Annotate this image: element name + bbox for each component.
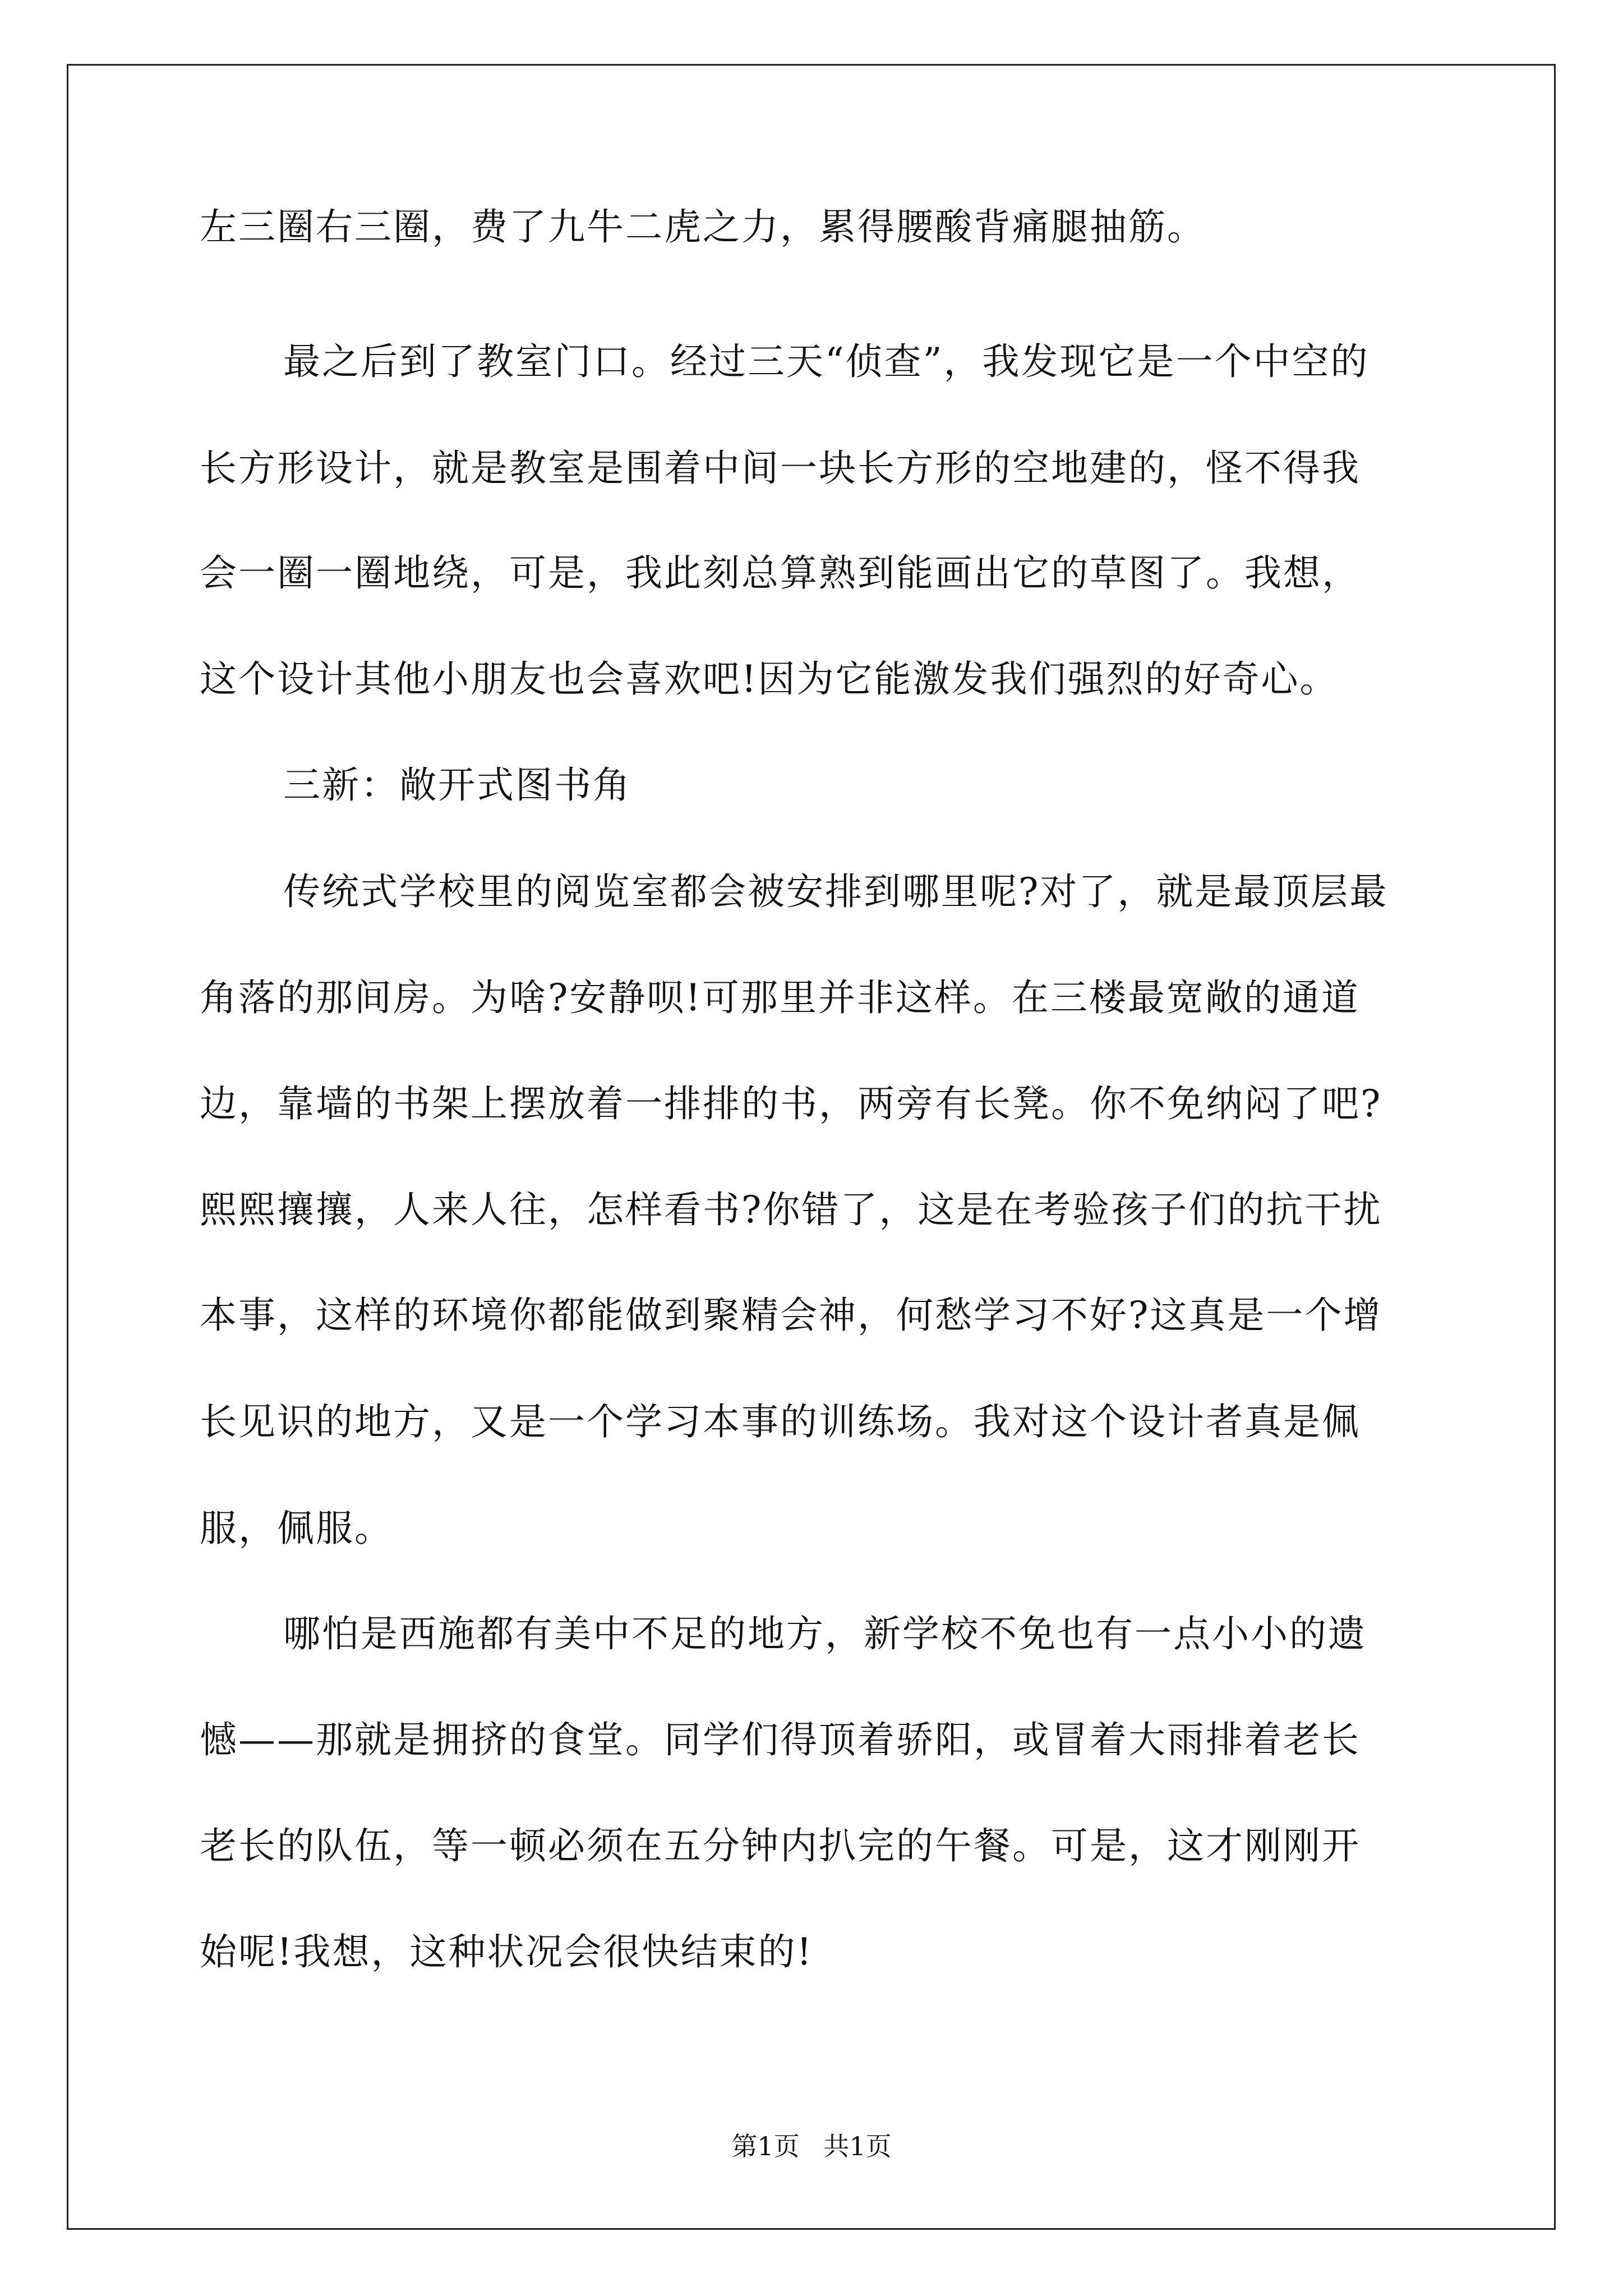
text-line-3: 长方形设计，就是教室是围着中间一块长方形的空地建的，怪不得我: [200, 447, 1361, 490]
text-line-8: 角落的那间房。为啥?安静呗!可那里并非这样。在三楼最宽敞的通道: [200, 976, 1360, 1019]
text-line-17: 始呢!我想，这种状况会很快结束的!: [200, 1930, 814, 1973]
section-heading: 三新：敞开式图书角: [283, 763, 631, 807]
text-line-15: 憾——那就是拥挤的食堂。同学们得顶着骄阳，或冒着大雨排着老长: [200, 1718, 1361, 1761]
text-line-16: 老长的队伍，等一顿必须在五分钟内扒完的午餐。可是，这才刚刚开: [200, 1824, 1361, 1867]
text-line-10: 熙熙攘攘，人来人往，怎样看书?你错了，这是在考验孩子们的抗干扰: [200, 1188, 1382, 1231]
text-line-2: 最之后到了教室门口。经过三天“侦查”，我发现它是一个中空的: [283, 340, 1370, 383]
text-line-13: 服，佩服。: [200, 1507, 393, 1550]
text-line-11: 本事，这样的环境你都能做到聚精会神，何愁学习不好?这真是一个增: [200, 1294, 1382, 1337]
page-footer: [0, 2129, 1623, 2163]
text-line-4: 会一圈一圈地绕，可是，我此刻总算熟到能画出它的草图了。我想，: [200, 551, 1361, 595]
text-line-5: 这个设计其他小朋友也会喜欢吧!因为它能激发我们强烈的好奇心。: [200, 657, 1339, 701]
page-number: 第1页: [731, 2131, 800, 2161]
page-total: 共1页: [823, 2131, 892, 2161]
page-border: [67, 64, 1556, 2230]
text-line-9: 边，靠墙的书架上摆放着一排排的书，两旁有长凳。你不免纳闷了吧?: [200, 1082, 1382, 1125]
text-line-14: 哪怕是西施都有美中不足的地方，新学校不免也有一点小小的遗: [283, 1612, 1367, 1655]
text-line-1: 左三圈右三圈，费了九牛二虎之力，累得腰酸背痛腿抽筋。: [200, 205, 1206, 249]
text-line-12: 长见识的地方，又是一个学习本事的训练场。我对这个设计者真是佩: [200, 1400, 1361, 1443]
text-line-7: 传统式学校里的阅览室都会被安排到哪里呢?对了，就是最顶层最: [283, 870, 1389, 913]
